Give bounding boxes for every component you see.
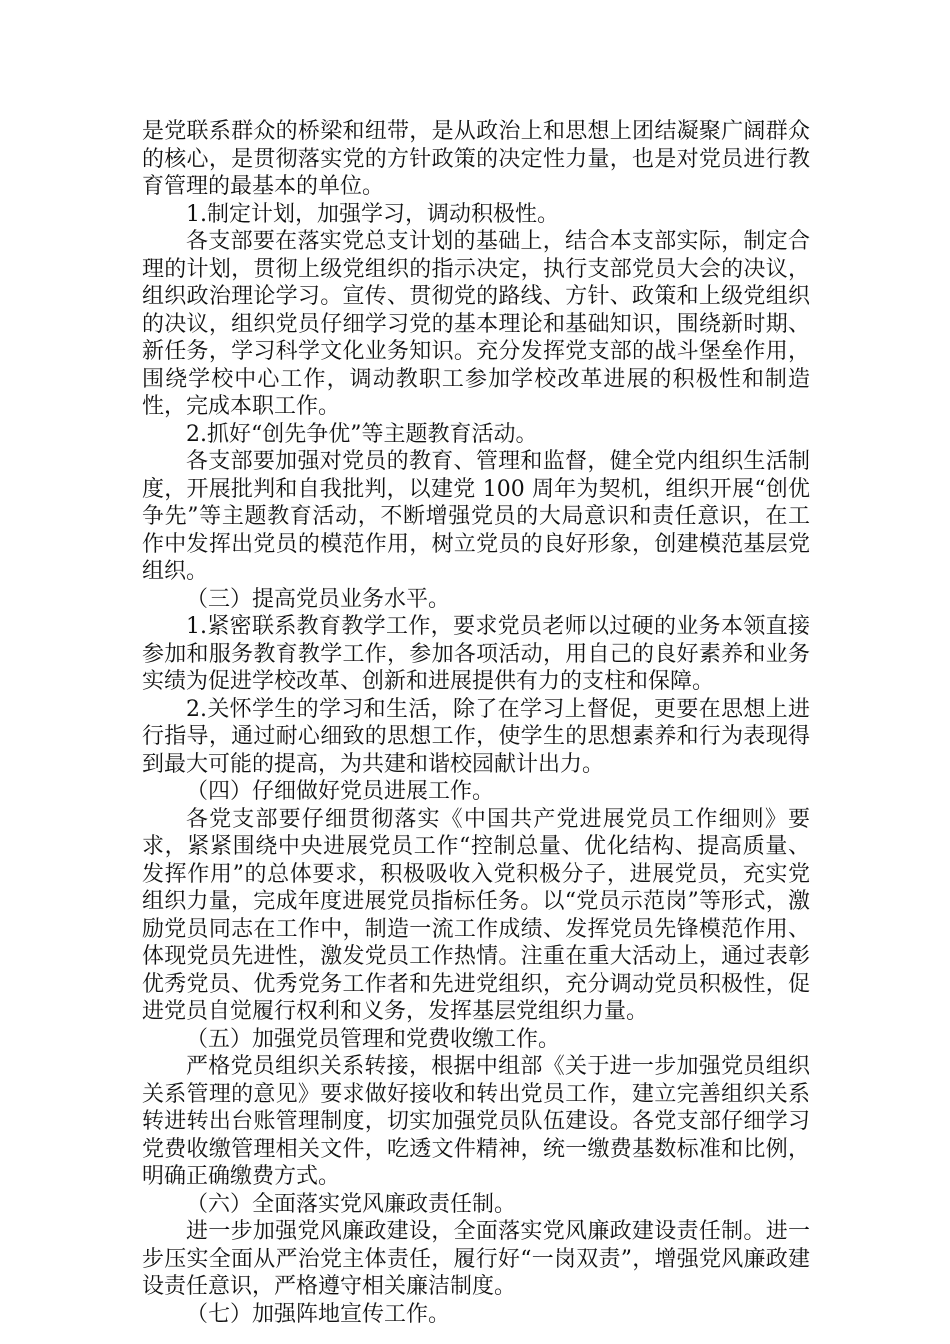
heading-plan-study: 1.制定计划，加强学习，调动积极性。 — [186, 201, 559, 227]
paragraph-plan-study: 各支部要在落实党总支计划的基础上，结合本支部实际，制定合理的计划，贯彻上级党组织的指示决定，执行支部党员大会的决议，组织政治理论学习。宣传、贯彻党的路线、方针、政策和上级党组织的决议，组织党员仔细学习党的基本理论和基础知识，围绕新时期、新任务，学习科学文化业务知识。充分发挥党支部的战斗堡垒作用，围绕学校中心工作，调动教职工参加学校改革进展的积极性和制造性，完成本职工作。 — [142, 229, 810, 419]
paragraph-theme-activities: 各支部要加强对党员的教育、管理和监督，健全党内组织生活制度，开展批判和自我批判，以建党 100 周年为契机，组织开展“创优争先”等主题教育活动，不断增强党员的大局意识和责任意识，在工作中发挥出党员的模范作用，树立党员的良好形象，创建模范基层党组织。 — [142, 449, 810, 584]
paragraph-member-development: 各党支部要仔细贯彻落实《中国共产党进展党员工作细则》要求，紧紧围绕中央进展党员工作“控制总量、优化结构、提高质量、发挥作用”的总体要求，积极吸收入党积极分子，进展党员，充实党组织力量，完成年度进展党员指标任务。以“党员示范岗”等形式，激励党员同志在工作中，制造一流工作成绩、发挥党员先锋模范作用、体现党员先进性，激发党员工作热情。注重在重大活动上，通过表彰优秀党员、优秀党务工作者和先进党组织，充分调动党员积极性，促进党员自觉履行权利和义务，发挥基层党组织力量。 — [142, 806, 810, 1024]
document-page — [142, 118, 810, 1328]
paragraph-student-care: 2.关怀学生的学习和生活，除了在学习上督促，更要在思想上进行指导，通过耐心细致的思想工作，使学生的思想素养和行为表现得到最大可能的提高，为共建和谐校园献计出力。 — [142, 696, 810, 777]
section-heading-3: （三）提高党员业务水平。 — [186, 586, 451, 612]
heading-theme-activities: 2.抓好“创先争优”等主题教育活动。 — [186, 421, 538, 447]
section-heading-6: （六）全面落实党风廉政责任制。 — [186, 1191, 517, 1217]
section-heading-5: （五）加强党员管理和党费收缴工作。 — [186, 1026, 561, 1052]
section-heading-4: （四）仔细做好党员进展工作。 — [186, 779, 495, 804]
paragraph-teaching-work: 1.紧密联系教育教学工作，要求党员老师以过硬的业务本领直接参加和服务教育教学工作，参加各项活动，用自己的良好素养和业务实绩为促进学校改革、创新和进展提供有力的支柱和保障。 — [142, 614, 810, 694]
paragraph-intro: 是党联系群众的桥梁和纽带，是从政治上和思想上团结凝聚广阔群众的核心，是贯彻落实党的方针政策的决定性力量，也是对党员进行教育管理的最基本的单位。 — [142, 119, 810, 199]
paragraph-member-management: 严格党员组织关系转接，根据中组部《关于进一步加强党员组织关系管理的意见》要求做好接收和转出党员工作，建立完善组织关系转进转出台账管理制度，切实加强党员队伍建设。各党支部仔细学习党费收缴管理相关文件，吃透文件精神，统一缴费基数标准和比例，明确正确缴费方式。 — [142, 1054, 810, 1189]
section-heading-7: （七）加强阵地宣传工作。 — [186, 1301, 451, 1327]
paragraph-integrity: 进一步加强党风廉政建设，全面落实党风廉政建设责任制。进一步压实全面从严治党主体责任，履行好“一岗双责”，增强党风廉政建设责任意识，严格遵守相关廉洁制度。 — [142, 1219, 810, 1299]
